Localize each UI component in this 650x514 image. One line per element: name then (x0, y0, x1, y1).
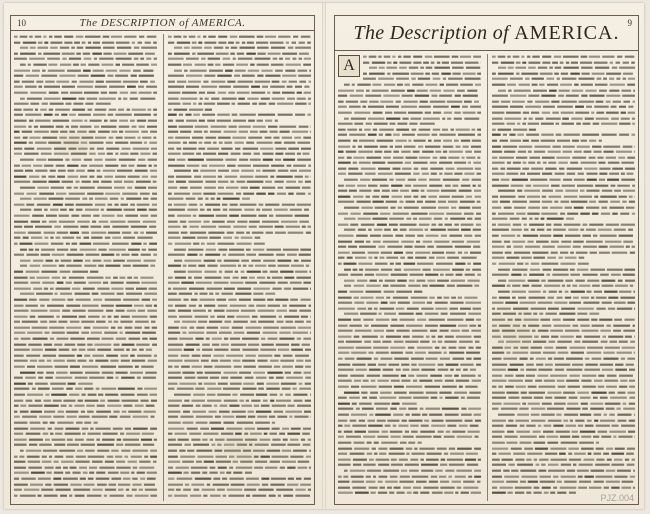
left-page-header (11, 16, 314, 31)
book-spread (4, 3, 644, 509)
left-column-2 (163, 34, 311, 501)
right-page-number: 9 (627, 18, 632, 28)
left-page (4, 3, 322, 509)
right-page-frame (334, 15, 639, 505)
right-column-1 (338, 54, 481, 501)
left-column-1 (14, 34, 157, 501)
text-line (168, 493, 311, 499)
left-page-frame (10, 15, 315, 505)
text-line (338, 490, 481, 496)
left-page-number: 10 (17, 18, 26, 28)
text-line (14, 493, 157, 499)
drop-cap: A (338, 55, 360, 77)
right-page (326, 3, 644, 509)
left-page-running-title: The DESCRIPTION of AMERICA. (79, 17, 246, 29)
chapter-title-caps: AMERICA. (514, 22, 620, 44)
left-page-columns (14, 34, 311, 501)
chapter-title-prefix: The Description of (353, 22, 509, 44)
right-column-2 (487, 54, 635, 501)
chapter-title (354, 22, 620, 44)
chapter-title-block (335, 16, 638, 51)
archive-watermark: PJZ.004 (600, 493, 634, 503)
right-page-columns (338, 54, 635, 501)
